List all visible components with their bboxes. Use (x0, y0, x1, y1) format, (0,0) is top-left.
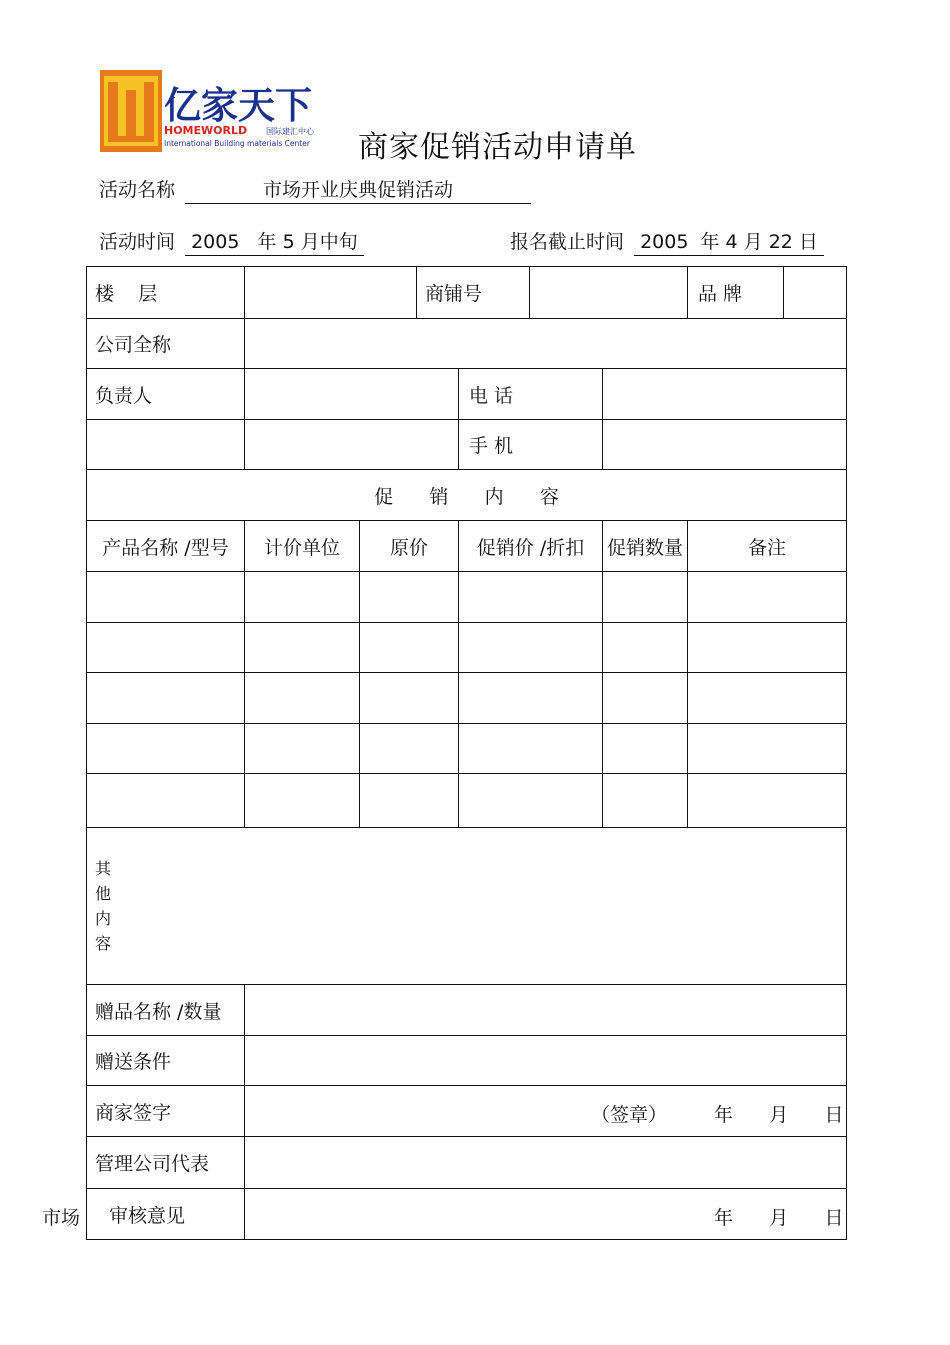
person-label: 负责人 (87, 369, 245, 420)
review-label: 审核意见 (87, 1189, 245, 1240)
other-content-cell[interactable] (87, 828, 847, 985)
promo-data-row (87, 673, 847, 724)
promo-header-row (87, 521, 847, 572)
brand-label: 品 牌 (688, 267, 784, 318)
shop-no-label: 商铺号 (417, 267, 530, 319)
merchant-sign-row (87, 1086, 847, 1137)
promo-price-cell[interactable] (459, 623, 603, 673)
svg-text:国际建汇中心: 国际建汇中心 (266, 127, 314, 136)
svg-text:HOMEWORLD: HOMEWORLD (164, 124, 248, 137)
svg-text:亿家天下: 亿家天下 (164, 84, 312, 127)
brand-cell (688, 267, 847, 319)
remarks-cell[interactable] (688, 774, 847, 828)
remarks-cell[interactable] (688, 673, 847, 724)
other-content-label (95, 856, 113, 956)
unit-cell[interactable] (245, 774, 360, 828)
promo-section-title: 促 销 内 容 (87, 470, 847, 521)
promo-data-row (87, 572, 847, 623)
activity-time-row (99, 227, 364, 256)
merchant-date-label: 年 月 日 (714, 1104, 844, 1126)
promo-price-cell[interactable] (459, 774, 603, 828)
svg-text:International Building materia: International Building materials Center (164, 139, 310, 148)
application-form-table (86, 266, 847, 1240)
price-cell[interactable] (360, 623, 459, 673)
mobile-row (87, 420, 847, 470)
unit-cell[interactable] (245, 673, 360, 724)
gift-label: 赠品名称 /数量 (87, 985, 245, 1036)
unit-cell[interactable] (245, 623, 360, 673)
promo-data-row (87, 623, 847, 673)
blank-input[interactable] (245, 420, 459, 470)
activity-time-value[interactable]: 2005 年 5 月中旬 (185, 227, 364, 256)
remarks-cell[interactable] (688, 572, 847, 623)
mgmt-row (87, 1137, 847, 1189)
deadline-value[interactable]: 2005 年 4 月 22 日 (634, 227, 824, 256)
quantity-cell[interactable] (603, 774, 688, 828)
phone-input[interactable] (603, 369, 847, 420)
phone-label: 电 话 (459, 369, 603, 420)
deadline-label: 报名截止时间 (510, 231, 625, 253)
col-price: 原价 (360, 521, 459, 572)
promo-data-row (87, 724, 847, 774)
company-input[interactable] (245, 319, 847, 369)
floor-label: 楼 层 (87, 267, 245, 319)
review-input[interactable] (245, 1189, 847, 1240)
gift-condition-label: 赠送条件 (87, 1036, 245, 1086)
unit-cell[interactable] (245, 724, 360, 774)
product-cell[interactable] (87, 673, 245, 724)
product-cell[interactable] (87, 724, 245, 774)
gift-row (87, 985, 847, 1036)
mobile-label: 手 机 (459, 420, 603, 470)
blank-cell (87, 420, 245, 470)
review-row (87, 1189, 847, 1240)
remarks-cell[interactable] (688, 623, 847, 673)
price-cell[interactable] (360, 774, 459, 828)
mobile-input[interactable] (603, 420, 847, 470)
quantity-cell[interactable] (603, 623, 688, 673)
quantity-cell[interactable] (603, 673, 688, 724)
company-logo (100, 70, 332, 152)
other-content-row (87, 828, 847, 985)
other-char: 内 (95, 909, 112, 928)
col-quantity: 促销数量 (603, 521, 688, 572)
col-promo-price: 促销价 /折扣 (459, 521, 603, 572)
mgmt-input[interactable] (245, 1137, 847, 1189)
col-remarks: 备注 (688, 521, 847, 572)
company-label: 公司全称 (87, 319, 245, 369)
price-cell[interactable] (360, 673, 459, 724)
deadline-row (510, 227, 824, 256)
person-input[interactable] (245, 369, 459, 420)
remarks-cell[interactable] (688, 724, 847, 774)
review-date-label: 年 月 日 (714, 1207, 844, 1229)
promo-title-row (87, 470, 847, 521)
mgmt-label: 管理公司代表 (87, 1137, 245, 1189)
other-char: 其 (95, 859, 112, 878)
col-product: 产品名称 /型号 (87, 521, 245, 572)
promo-price-cell[interactable] (459, 572, 603, 623)
price-cell[interactable] (360, 724, 459, 774)
page-title: 商家促销活动申请单 (358, 130, 637, 165)
market-label: 市场 (42, 1207, 81, 1229)
merchant-sign-input[interactable] (245, 1086, 847, 1137)
activity-name-label: 活动名称 (99, 179, 176, 201)
quantity-cell[interactable] (603, 724, 688, 774)
other-char: 他 (95, 884, 112, 903)
brand-input[interactable] (784, 267, 846, 318)
promo-price-cell[interactable] (459, 724, 603, 774)
price-cell[interactable] (360, 572, 459, 623)
activity-time-label: 活动时间 (99, 231, 176, 253)
activity-name-value[interactable]: 市场开业庆典促销活动 (185, 175, 531, 204)
shop-no-input[interactable] (530, 267, 688, 319)
unit-cell[interactable] (245, 572, 360, 623)
gift-condition-row (87, 1036, 847, 1086)
contact-row (87, 369, 847, 420)
activity-name-row (99, 175, 531, 204)
gift-input[interactable] (245, 985, 847, 1036)
gift-condition-input[interactable] (245, 1036, 847, 1086)
product-cell[interactable] (87, 774, 245, 828)
other-char: 容 (95, 934, 112, 953)
merchant-sign-label: 商家签字 (87, 1086, 245, 1137)
product-cell[interactable] (87, 623, 245, 673)
promo-data-row (87, 774, 847, 828)
promo-price-cell[interactable] (459, 673, 603, 724)
quantity-cell[interactable] (603, 572, 688, 623)
company-row (87, 319, 847, 369)
product-cell[interactable] (87, 572, 245, 623)
floor-input[interactable] (245, 267, 417, 319)
seal-label: （签章） (591, 1104, 668, 1126)
shop-info-row (87, 267, 847, 319)
col-unit: 计价单位 (245, 521, 360, 572)
